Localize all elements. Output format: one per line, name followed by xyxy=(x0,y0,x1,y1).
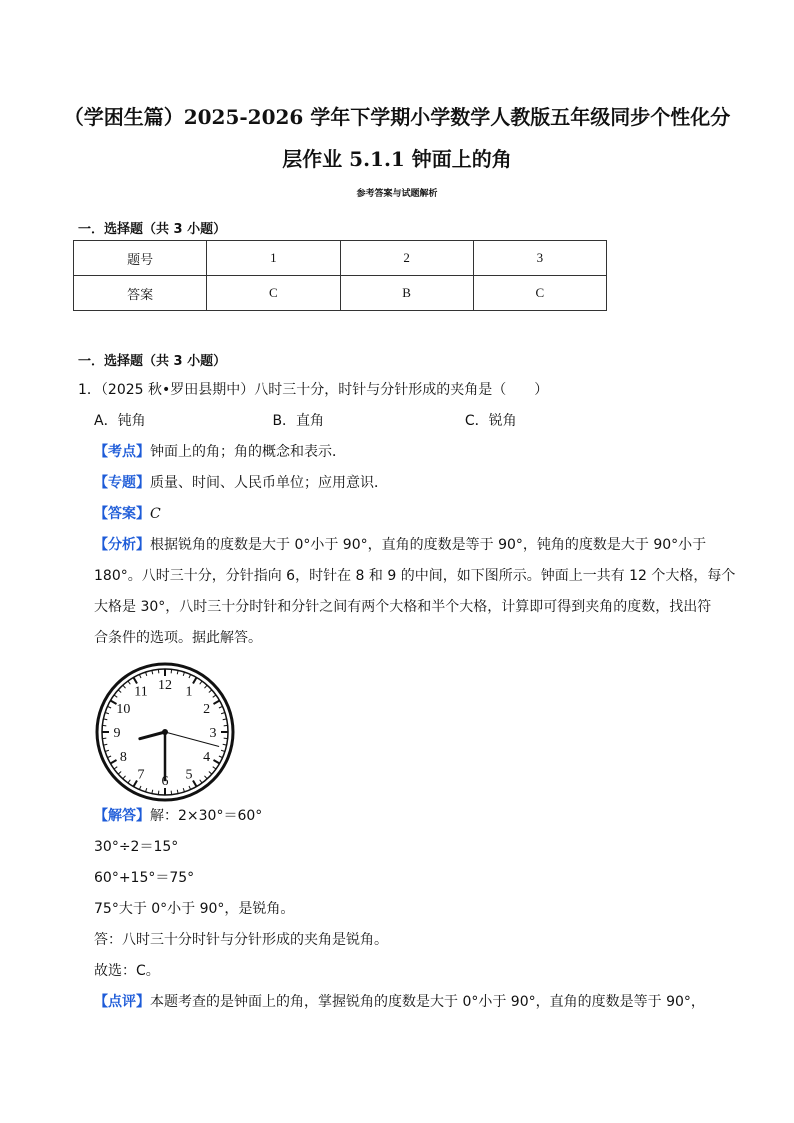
clock-minute-tick xyxy=(107,706,111,708)
clock-minute-tick xyxy=(105,750,109,751)
option-b: B．直角 xyxy=(272,413,325,429)
table-cell: C xyxy=(207,276,340,311)
answer-table xyxy=(73,240,607,311)
clock-minute-tick xyxy=(213,695,216,697)
clock-minute-tick xyxy=(105,713,109,714)
clock-minute-tick xyxy=(146,672,147,676)
clock-minute-tick xyxy=(221,713,225,714)
clock-number: 3 xyxy=(209,726,217,741)
clock-minute-tick xyxy=(114,767,117,769)
clock-hour-tick xyxy=(213,701,219,705)
clock-minute-tick xyxy=(200,780,202,783)
clock-minute-tick xyxy=(183,788,184,792)
section-heading: 一．选择题（共 3 小题） xyxy=(78,354,227,369)
table-cell: C xyxy=(473,276,606,311)
clock-minute-tick xyxy=(139,674,141,678)
answer-tag: 【答案】 xyxy=(94,506,150,522)
clock-minute-tick xyxy=(219,756,223,758)
question-stem: 1．（2025 秋•罗田县期中）八时三十分，时针与分针形成的夹角是（ ） xyxy=(78,382,549,398)
answer-line xyxy=(94,504,161,524)
clock-number: 10 xyxy=(116,702,131,717)
option-c: C．锐角 xyxy=(464,413,517,429)
jieda-line-4: 75°大于 0°小于 90°，是锐角。 xyxy=(94,901,295,917)
clock-hour-tick xyxy=(134,677,138,683)
clock-hour-tick xyxy=(213,760,219,764)
clock-minute-tick xyxy=(209,690,212,693)
document-title xyxy=(60,96,734,180)
clock-minute-tick xyxy=(200,681,202,684)
document-subtitle: 参考答案与试题解析 xyxy=(356,189,438,199)
clock-minute-tick xyxy=(114,695,117,697)
clock-number: 12 xyxy=(158,678,172,693)
clock-minute-tick xyxy=(221,750,225,751)
dianping-text: 本题考查的是钟面上的角，掌握锐角的度数是大于 0°小于 90°，直角的度数是等于 90°， xyxy=(150,994,705,1010)
title-line-2: 层作业 5.1.1 钟面上的角 xyxy=(282,147,512,171)
clock-minute-tick xyxy=(189,786,191,790)
fenxi-line-2: 180°。八时三十分，分针指向 6，时针在 8 和 9 的中间，如下图所示。钟面上一共有 12 个大格，每个 xyxy=(94,568,736,584)
clock-minute-tick xyxy=(183,672,184,676)
clock-center-dot xyxy=(162,729,168,735)
table-cell: 3 xyxy=(473,241,606,276)
clock-minute-tick xyxy=(118,771,121,774)
options-row xyxy=(94,411,694,431)
clock-minute-tick xyxy=(128,681,130,684)
dianping-tag: 【点评】 xyxy=(94,994,150,1010)
kaodian-text: 钟面上的角；角的概念和表示． xyxy=(150,444,346,460)
jieda-line-3: 60°+15°＝75° xyxy=(94,870,195,886)
kaodian-line xyxy=(94,442,346,462)
clock-minute-tick xyxy=(219,706,223,708)
clock-number: 2 xyxy=(203,702,211,717)
jieda-line-6: 故选：C。 xyxy=(94,963,160,979)
clock-minute-tick xyxy=(204,685,207,688)
zhuanti-tag: 【专题】 xyxy=(94,475,150,491)
fenxi-line-1 xyxy=(94,535,706,555)
clock-number: 6 xyxy=(161,774,169,789)
clock-number: 5 xyxy=(185,767,193,783)
clock-face-figure xyxy=(93,660,237,804)
kaodian-tag: 【考点】 xyxy=(94,444,150,460)
clock-number: 7 xyxy=(137,767,145,783)
table-cell: 题号 xyxy=(74,241,207,276)
jieda-line-5: 答：八时三十分时针与分针形成的夹角是锐角。 xyxy=(94,932,388,948)
table-row xyxy=(74,241,607,276)
zhuanti-text: 质量、时间、人民币单位；应用意识． xyxy=(150,475,388,491)
jieda-tag: 【解答】 xyxy=(94,808,150,824)
table-row xyxy=(74,276,607,311)
clock-hour-tick xyxy=(193,780,197,786)
clock-number: 1 xyxy=(185,684,193,700)
clock-minute-tick xyxy=(128,780,130,783)
table-cell: 2 xyxy=(340,241,473,276)
clock-minute-tick xyxy=(139,786,141,790)
fenxi-line-3: 大格是 30°，八时三十分时针和分针之间有两个大格和半个大格，计算即可得到夹角的度数，找出符 xyxy=(94,599,712,615)
answer-text: C xyxy=(150,506,161,522)
clock-hour-tick xyxy=(110,760,116,764)
clock-number: 9 xyxy=(113,726,121,741)
clock-number: 8 xyxy=(119,750,127,765)
title-line-1: （学困生篇）2025-2026 学年下学期小学数学人教版五年级同步个性化分 xyxy=(63,105,731,129)
clock-minute-tick xyxy=(209,771,212,774)
option-a: A．钝角 xyxy=(94,413,146,429)
table-cell: 1 xyxy=(207,241,340,276)
clock-minute-tick xyxy=(189,674,191,678)
fenxi-text-1: 根据锐角的度数是大于 0°小于 90°，直角的度数是等于 90°，钝角的度数是大于 90°小于 xyxy=(150,537,707,553)
table-cell: 答案 xyxy=(74,276,207,311)
clock-minute-tick xyxy=(118,690,121,693)
dianping-line xyxy=(94,992,705,1012)
clock-minute-tick xyxy=(213,767,216,769)
clock-hour-tick xyxy=(134,780,138,786)
fenxi-tag: 【分析】 xyxy=(94,537,150,553)
clock-number: 4 xyxy=(203,750,211,765)
zhuanti-line xyxy=(94,473,388,493)
clock-minute-tick xyxy=(123,685,126,688)
clock-minute-tick xyxy=(107,756,111,758)
clock-minute-tick xyxy=(146,788,147,792)
clock-minute-tick xyxy=(204,776,207,779)
jieda-line-1 xyxy=(94,806,262,826)
fenxi-line-4: 合条件的选项。据此解答。 xyxy=(94,630,262,646)
section-heading-top: 一．选择题（共 3 小题） xyxy=(78,222,227,237)
clock-number: 11 xyxy=(134,684,148,700)
clock-minute-tick xyxy=(123,776,126,779)
clock-hour-hand xyxy=(140,732,165,739)
jieda-text-1: 解：2×30°＝60° xyxy=(150,808,263,824)
clock-hour-tick xyxy=(193,677,197,683)
jieda-line-2: 30°÷2＝15° xyxy=(94,839,179,855)
table-cell: B xyxy=(340,276,473,311)
